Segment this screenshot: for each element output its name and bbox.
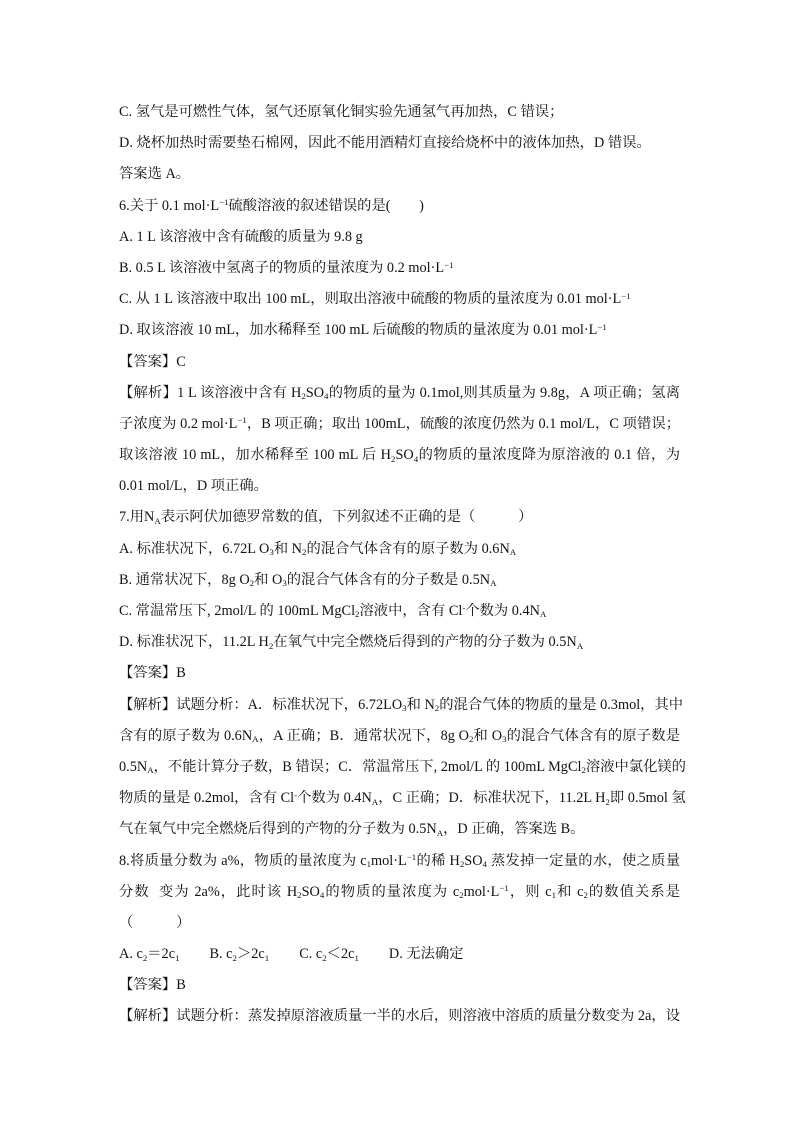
q7-analysis-line-3 xyxy=(119,752,686,783)
text-run: 的混合气体含有的原子数为 0.6N xyxy=(306,540,510,557)
text-run: A. 标准状况下，6.72L O xyxy=(119,540,270,557)
text-run: 0.01 mol/L，D 项正确。 xyxy=(119,478,268,495)
superscript: - xyxy=(462,602,466,613)
text-run: 的混合气体的物质的量是 0.3mol，其中 xyxy=(439,696,684,713)
text-run: 含有的原子数为 0.6N xyxy=(119,727,253,744)
subscript: 2 xyxy=(268,640,274,651)
q8-stem-line-1 xyxy=(119,846,680,877)
q6-analysis-line-2 xyxy=(119,409,680,440)
subscript: A xyxy=(436,827,444,838)
q7-analysis-line-1 xyxy=(119,690,684,721)
q8-analysis-line-1 xyxy=(119,1001,680,1032)
q6-option-b xyxy=(119,253,680,284)
text-run: ，则 c xyxy=(508,883,552,900)
q5-conclusion xyxy=(119,159,680,190)
text-run: 和 O xyxy=(473,727,503,744)
text-run: （ ） xyxy=(119,914,191,931)
text-run: 和 O xyxy=(254,571,283,588)
text-run: 即 0.5mol 氢 xyxy=(609,790,686,807)
text-run: D. 无法确定 xyxy=(388,946,464,963)
superscript: −1 xyxy=(597,321,607,332)
subscript: 1 xyxy=(354,952,359,963)
q7-analysis-line-2 xyxy=(119,721,680,752)
text-run: 在氧气中完全燃烧后得到的产物的分子数为 0.5N xyxy=(273,634,577,651)
text-run: 的稀 H xyxy=(416,852,460,869)
text-run: 和 N xyxy=(273,540,303,557)
subscript: 2 xyxy=(301,391,306,402)
text-run: C. 从 1 L 该溶液中取出 100 mL，则取出溶液中硫酸的物质的量浓度为 0.01 mol·L xyxy=(119,291,622,308)
q5-option-c-explanation xyxy=(119,97,680,128)
text-run: 的物质的量浓度为 c xyxy=(324,883,460,900)
q8-answer xyxy=(119,970,680,1001)
subscript: 1 xyxy=(264,952,270,963)
text-run: C. c xyxy=(299,946,323,963)
superscript: - xyxy=(294,789,298,800)
text-run: 7.用N xyxy=(119,509,155,526)
text-run: 试题分析：A．标准状况下，6.72LO xyxy=(176,696,403,713)
text-run: 答案选 A。 xyxy=(119,166,191,183)
subscript: 2 xyxy=(581,765,586,776)
text-run: 的混合气体含有的分子数是 0.5N xyxy=(286,571,491,588)
q6-stem xyxy=(119,191,680,222)
subscript: 3 xyxy=(282,578,287,589)
text-run: SO xyxy=(464,852,483,869)
superscript: −1 xyxy=(499,883,509,894)
q7-analysis-line-4 xyxy=(119,783,686,814)
text-run: ＜2c xyxy=(326,946,355,963)
subscript: A xyxy=(154,515,161,526)
q6-analysis-line-4 xyxy=(119,471,680,502)
answer-value: B xyxy=(176,665,186,682)
q6-option-a xyxy=(119,222,680,253)
text-run: 0.5N xyxy=(119,758,148,775)
answer-label: 【答案】 xyxy=(119,977,177,994)
q8-option-b xyxy=(210,939,270,970)
text-run: SO xyxy=(395,447,414,464)
superscript: −1 xyxy=(219,197,229,208)
superscript: −1 xyxy=(406,852,417,863)
subscript: 2 xyxy=(459,890,464,901)
text-run: ，A 正确；B．通常状况下，8g O xyxy=(258,727,469,744)
subscript: 1 xyxy=(175,952,180,963)
q6-option-c xyxy=(119,284,680,315)
document-page xyxy=(119,97,686,1033)
q7-option-b xyxy=(119,565,680,596)
subscript: 2 xyxy=(322,952,327,963)
subscript: 1 xyxy=(366,858,372,869)
text-run: SO xyxy=(301,883,320,900)
q6-option-d xyxy=(119,315,680,346)
text-run: A. c xyxy=(119,946,143,963)
text-run: 的数值关系是 xyxy=(587,883,681,900)
text-run: B. 通常状况下，8g O xyxy=(119,571,250,588)
subscript: 2 xyxy=(459,858,465,869)
subscript: 2 xyxy=(302,547,307,558)
text-run: 硫酸溶液的叙述错误的是( ) xyxy=(228,197,424,214)
analysis-label: 【解析】 xyxy=(119,1008,177,1025)
q8-option-d xyxy=(389,939,464,970)
analysis-label: 【解析】 xyxy=(119,696,177,713)
q7-option-c xyxy=(119,596,680,627)
text-run: 物质的量是 0.2mol，含有 Cl xyxy=(119,790,295,807)
q7-stem xyxy=(119,502,680,533)
text-run: 试题分析：蒸发掉原溶液质量一半的水后，则溶液中溶质的质量分数变为 2a，设 xyxy=(176,1008,680,1025)
subscript: 4 xyxy=(482,858,487,869)
text-run: 溶液中氯化镁的 xyxy=(585,758,686,775)
q8-option-c xyxy=(299,939,359,970)
text-run: B. 0.5 L 该溶液中氢离子的物质的量浓度为 0.2 mol·L xyxy=(119,259,445,276)
subscript: A xyxy=(252,734,259,745)
text-run: ，不能计算分子数，B 错误；C．常温常压下, 2mol/L 的 100mL MgCl xyxy=(153,758,582,775)
q6-analysis-line-1 xyxy=(119,378,680,409)
text-run: D. 标准状况下，11.2L H xyxy=(119,634,269,651)
text-run: 蒸发掉一定量的水，使之质量 xyxy=(486,852,680,869)
answer-value: B xyxy=(176,977,186,994)
subscript: 2 xyxy=(355,609,360,620)
subscript: 2 xyxy=(249,578,255,589)
q7-option-a xyxy=(119,534,680,565)
subscript: A xyxy=(576,640,584,651)
subscript: A xyxy=(371,796,379,807)
answer-label: 【答案】 xyxy=(119,353,177,370)
subscript: A xyxy=(147,765,154,776)
text-run: 1 L 该溶液中含有 H xyxy=(177,384,302,401)
text-run: 和 c xyxy=(556,883,584,900)
text-run: A. 1 L 该溶液中含有硫酸的质量为 9.8 g xyxy=(119,228,363,245)
superscript: −1 xyxy=(444,259,454,270)
text-run: D. 烧杯加热时需要垫石棉网，因此不能用酒精灯直接给烧杯中的液体加热，D 错误。 xyxy=(119,135,651,152)
text-run: 个数为 0.4N xyxy=(297,790,372,807)
subscript: A xyxy=(509,547,517,558)
subscript: 2 xyxy=(297,890,302,901)
text-run: C. 氢气是可燃性气体，氢气还原氧化铜实验先通氢气再加热，C 错误； xyxy=(119,104,564,120)
text-run: 的物质的量为 0.1mol,则其质量为 9.8g，A 项正确；氢离 xyxy=(328,384,680,401)
text-run: 气在氧气中完全燃烧后得到的产物的分子数为 0.5N xyxy=(119,821,437,838)
q8-option-a xyxy=(119,939,180,970)
answer-value: C xyxy=(176,353,186,370)
q6-answer xyxy=(119,347,680,378)
text-run: ，B 项正确；取出 100mL，硫酸的浓度仍然为 0.1 mol/L，C 项错误； xyxy=(246,415,680,432)
text-run: 个数为 0.4N xyxy=(465,603,540,619)
q8-options xyxy=(119,939,680,970)
subscript: 2 xyxy=(142,952,148,963)
subscript: 1 xyxy=(551,890,557,901)
text-run: SO xyxy=(305,384,325,401)
subscript: 2 xyxy=(468,734,474,745)
text-run: ，C 正确；D．标准状况下，11.2L H xyxy=(378,790,606,807)
subscript: 3 xyxy=(402,703,407,714)
text-run: ＞2c xyxy=(236,946,265,963)
text-run: 6.关于 0.1 mol·L xyxy=(119,197,220,214)
subscript: A xyxy=(539,609,547,620)
text-run: C. 常温常压下, 2mol/L 的 100mL MgCl xyxy=(119,603,356,619)
answer-label: 【答案】 xyxy=(119,665,177,682)
text-run: 表示阿伏加德罗常数的值，下列叙述不正确的是（ ） xyxy=(160,509,533,526)
text-run: 分数 变为 2a%，此时该 H xyxy=(119,883,298,900)
superscript: −1 xyxy=(621,290,631,301)
subscript: 2 xyxy=(391,453,396,464)
q8-stem-line-3 xyxy=(119,908,680,939)
analysis-label: 【解析】 xyxy=(119,384,178,401)
q7-analysis-line-5 xyxy=(119,814,680,845)
q5-option-d-explanation xyxy=(119,128,680,159)
text-run: 8.将质量分数为 a%，物质的量浓度为 c xyxy=(119,852,367,869)
text-run: mol·L xyxy=(463,883,500,900)
subscript: 4 xyxy=(319,890,325,901)
text-run: 和 N xyxy=(406,696,435,713)
text-run: 溶液中，含有 Cl xyxy=(359,603,463,619)
q6-analysis-line-3 xyxy=(119,440,680,471)
subscript: 2 xyxy=(605,796,610,807)
subscript: 2 xyxy=(583,890,588,901)
q7-option-d xyxy=(119,627,680,658)
superscript: −1 xyxy=(237,415,247,426)
text-run: 取该溶液 10 mL，加水稀释至 100 mL 后 H xyxy=(119,447,392,464)
subscript: A xyxy=(490,578,497,589)
text-run: B. c xyxy=(209,946,233,963)
subscript: 3 xyxy=(269,547,274,558)
subscript: 4 xyxy=(413,453,419,464)
text-run: ，D 正确，答案选 B。 xyxy=(443,821,585,838)
text-run: mol·L xyxy=(371,852,407,869)
text-run: 子浓度为 0.2 mol·L xyxy=(119,415,238,432)
subscript: 3 xyxy=(502,734,507,745)
subscript: 4 xyxy=(324,391,329,402)
subscript: 2 xyxy=(434,703,440,714)
q8-stem-line-2 xyxy=(119,877,680,908)
text-run: 的混合气体含有的原子数是 xyxy=(506,727,681,744)
subscript: 2 xyxy=(232,952,237,963)
q7-answer xyxy=(119,658,680,689)
text-run: D. 取该溶液 10 mL，加水稀释至 100 mL 后硫酸的物质的量浓度为 0.01 mol·L xyxy=(119,322,598,339)
text-run: 的物质的量浓度降为原溶液的 0.1 倍，为 xyxy=(418,447,680,464)
text-run: ＝2c xyxy=(147,946,176,963)
